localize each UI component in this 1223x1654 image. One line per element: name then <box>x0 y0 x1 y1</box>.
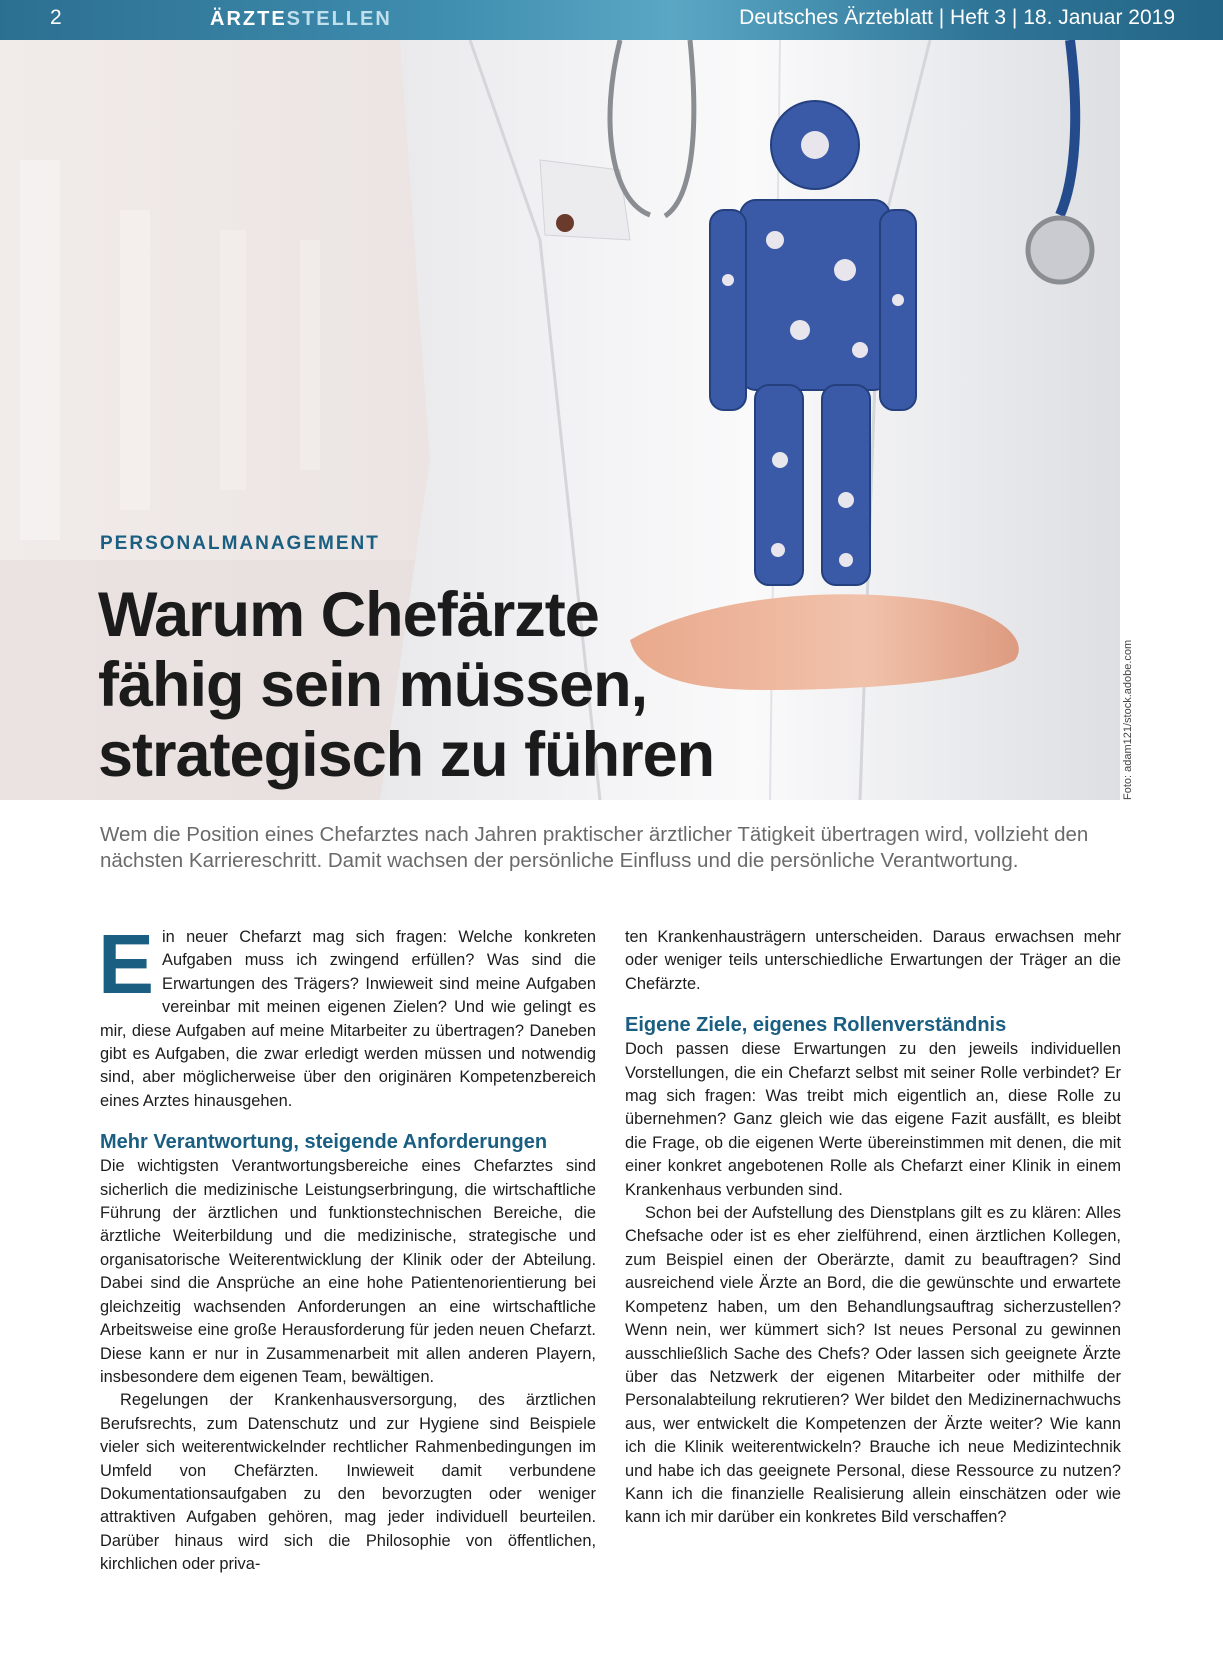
subheading: Eigene Ziele, eigenes Rollenverständnis <box>625 1014 1007 1037</box>
section-logo <box>210 8 392 31</box>
page-number: 2 <box>50 6 62 29</box>
paragraph: Schon bei der Aufstellung des Dienstplans gilt es zu klären: Alles Chefsache oder ist es eher zielführend, einen ärztlichen Kollegen, zum Beispiel einen der Oberärzte, damit zu beauftragen? Sind ausreichend viele Ärzte an Bord, die die gewünschte und erwartete Kompetenz haben, um den Behandlungsauftrag sicherzustellen? Wenn nein, wer kümmert sich? Ist neues Personal zu gewinnen ausschließlich Sache des Chefs? Oder lassen sich geeignete Ärzte über das Netzwerk der eigenen Mitarbeiter oder mithilfe der Personalabteilung rekrutieren? Wer bildet den Medizinernachwuchs aus, wer entwickelt die Kompetenzen der Ärzte weiter? Wie kann ich die Klinik weiterentwickeln? Brauche ich neue Medizintechnik und habe ich das geeignete Personal, diese Ressource zu nutzen? Kann ich die finanzielle Realisierung allein einschätzen oder wie kann ich mir darüber ein konkretes Bild verschaffen? <box>625 1204 1121 1527</box>
logo-part-2: STELLEN <box>286 8 392 30</box>
title-line-1: Warum Chefärzte <box>98 580 599 650</box>
paragraph-text: in neuer Chefarzt mag sich fragen: Welche konkreten Aufgaben muss ich zwingend erfüllen? Was sind die Erwartungen des Trägers? Inwieweit sind meine Aufgaben vereinbar mit meinen eigenen Zielen? Und wie gelingt es mir, diese Aufgaben auf meine Mitarbeiter zu übertragen? Daneben gibt es Aufgaben, die zwar erledigt werden müssen und notwendig sind, aber möglicherweise über den originären Kompetenzbereich eines Arztes hinausgehen. <box>100 928 596 1110</box>
journal-issue: Deutsches Ärzteblatt | Heft 3 | 18. Januar 2019 <box>739 6 1175 29</box>
header-bar <box>0 0 1223 40</box>
section-kicker: PERSONALMANAGEMENT <box>100 533 380 554</box>
article-lead: Wem die Position eines Chefarztes nach Jahren praktischer ärztlicher Tätigkeit übertragen wird, vollzieht den nächsten Karriereschritt. Damit wachsen der persönliche Einfluss und die persönliche Verantwortung. <box>100 823 1089 872</box>
drop-cap: E <box>98 917 155 1011</box>
column-left <box>98 917 596 1577</box>
paragraph <box>98 917 596 1113</box>
logo-part-1: ÄRZTE <box>210 8 287 30</box>
paragraph: Die wichtigsten Verantwortungsbereiche eines Chefarztes sind sicherlich die medizinische Leistungserbringung, die wirtschaftliche Führung der ärztlichen und funktionstechnischen Bereiche, die ärztliche Weiterbildung und die medizinische, strategische und organisatorische Weiterentwicklung der Klinik oder der Abteilung. Dabei sind die Ansprüche an eine hohe Patientenorientierung bei gleichzeitig wachsenden Anforderungen an eine wirtschaftliche Arbeitsweise eine große Herausforderung für jeden neuen Chefarzt. Diese kann er nur in Zusammenarbeit mit allen anderen Playern, insbesondere dem eigenen Team, bewältigen. <box>100 1157 596 1386</box>
hero-image <box>0 40 1120 800</box>
image-credit: Foto: adam121/stock.adobe.com <box>1122 639 1134 800</box>
subheading: Mehr Verantwortung, steigende Anforderungen <box>100 1131 548 1154</box>
paragraph: Regelungen der Krankenhausversorgung, des ärztlichen Berufsrechts, zum Datenschutz und zur Hygiene sind Beispiele vieler sich weiterentwickelnder rechtlicher Rahmenbedingungen im Umfeld von Chefärzten. Inwieweit damit verbundene Dokumentationsaufgaben zu den bevorzugten oder weniger attraktiven Aufgaben gehören, mag jeder individuell beurteilen. Darüber hinaus wird sich die Philosophie von öffentlichen, kirchlichen oder priva- <box>100 1391 596 1574</box>
column-right <box>625 926 1121 1530</box>
article-title <box>98 580 738 790</box>
paragraph: ten Krankenhausträgern unterscheiden. Daraus erwachsen mehr oder weniger teils unterschiedliche Erwartungen der Träger an die Chefärzte. <box>625 928 1121 993</box>
title-line-3: strategisch zu führen <box>98 720 715 790</box>
title-line-2: fähig sein müssen, <box>98 650 648 720</box>
paragraph: Doch passen diese Erwartungen zu den jeweils individuellen Vorstellungen, die ein Chefarzt selbst mit seiner Rolle verbindet? Er mag sich fragen: Was treibt mich eigentlich an, diese Rolle zu übernehmen? Ganz gleich wie das eigene Fazit ausfällt, es bleibt die Frage, ob die eigenen Werte übereinstimmen mit denen, die mit einer konkret angebotenen Rolle als Chefarzt einer Klinik in einem Krankenhaus verbunden sind. <box>625 1040 1121 1199</box>
